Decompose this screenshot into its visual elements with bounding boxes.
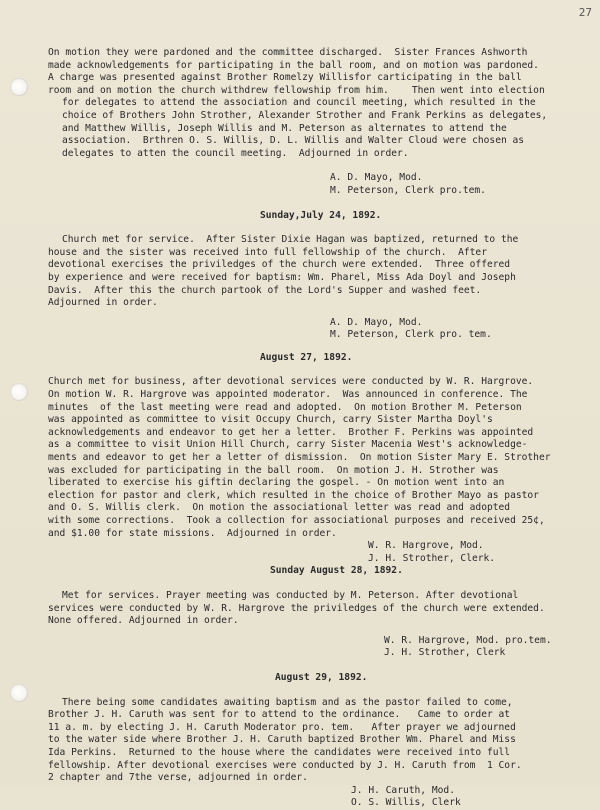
text-line: was excluded for participating in the ball room. On motion J. H. Strother was	[48, 464, 499, 476]
signature-moderator: A. D. Mayo, Mod.	[330, 316, 423, 328]
text-line: liberated to exercise his giftin declaring the gospel. - On motion went into an	[48, 477, 505, 489]
text-line: None offered. Adjourned in order.	[48, 615, 239, 627]
signature-clerk: M. Peterson, Clerk pro. tem.	[330, 329, 492, 341]
signature-clerk: O. S. Willis, Clerk	[351, 797, 461, 809]
text-line: devotional exercises the priviledges of the church were extended. Three offered	[48, 259, 511, 271]
text-line: association. Brthren O. S. Willis, D. L. Willis and Walter Cloud were chosen as	[62, 135, 525, 147]
text-line: Met for services. Prayer meeting was conducted by M. Peterson. After devotional	[62, 589, 519, 601]
text-line: made acknowledgements for participating in the ball room, and on motion was pardoned.	[48, 59, 539, 71]
binder-hole	[10, 383, 28, 401]
text-line: Adjourned in order.	[48, 297, 158, 309]
text-line: election for pastor and clerk, which resulted in the choice of Brother Mayo as pastor	[48, 489, 539, 501]
text-line: There being some candidates awaiting baptism and as the pastor failed to come,	[62, 696, 513, 708]
text-line: as a committee to visit Union Hill Church, carry Sister Macenia West's acknowledge-	[48, 439, 528, 451]
signature-clerk: J. H. Strother, Clerk.	[368, 552, 496, 564]
text-line: and $1.00 for state missions. Adjourned in order.	[48, 527, 337, 539]
text-line: A charge was presented against Brother Romelzy Willisfor carticipating in the ball	[48, 72, 522, 84]
text-line: delegates to atten the council meeting. Adjourned in order.	[62, 147, 409, 159]
minutes-text	[48, 47, 590, 810]
text-line: to the water side where Brother J. H. Caruth baptized Brother Wm. Pharel and Miss	[48, 734, 516, 746]
text-line: Davis. After this the church partook of the Lord's Supper and washed feet.	[48, 284, 482, 296]
signature-clerk: J. H. Strother, Clerk	[384, 647, 506, 659]
text-line: Ida Perkins. Returned to the house where the candidates were received into full	[48, 746, 511, 758]
text-line: 2 chapter and 7the verse, adjourned in order.	[48, 772, 308, 784]
text-line: house and the sister was received into full fellowship of the church. After	[48, 246, 487, 258]
page-number: 27	[578, 6, 592, 19]
signature-moderator: J. H. Caruth, Mod.	[351, 784, 455, 796]
text-line: On motion they were pardoned and the committee discharged. Sister Frances Ashworth	[48, 47, 528, 58]
signature-moderator: A. D. Mayo, Mod.	[330, 172, 423, 184]
meeting-date: August 29, 1892.	[275, 671, 368, 683]
meeting-date: Sunday,July 24, 1892.	[260, 209, 382, 221]
text-line: by experience and were received for baptism: Wm. Pharel, Miss Ada Doyl and Joseph	[48, 271, 516, 283]
text-line: Brother J. H. Caruth was sent for to attend to the ordinance. Came to order at	[48, 709, 511, 721]
binder-hole	[10, 684, 28, 702]
text-line: choice of Brothers John Strother, Alexander Strother and Frank Perkins as delegates,	[62, 109, 548, 121]
text-line: was appointed as committee to visit Occupy Church, carry Sister Martha Doyl's	[48, 414, 493, 426]
text-line: and Matthew Willis, Joseph Willis and M. Peterson as alternates to attend the	[62, 122, 507, 134]
meeting-date: August 27, 1892.	[260, 351, 353, 363]
signature-clerk: M. Peterson, Clerk pro.tem.	[330, 184, 486, 196]
signature-moderator: W. R. Hargrove, Mod. pro.tem.	[384, 634, 552, 646]
text-line: acknowledgements and endeavor to get her a letter. Brother F. Perkins was appointed	[48, 426, 534, 438]
text-line: Church met for service. After Sister Dixie Hagan was baptized, returned to the	[62, 234, 519, 246]
text-line: for delegates to attend the association and council meeting, which resulted in the	[62, 97, 536, 109]
text-line: fellowship. After devotional exercises were conducted by J. H. Caruth from 1 Cor.	[48, 759, 522, 771]
text-line: with some corrections. Took a collection for associational purposes and received 25¢,	[48, 515, 545, 526]
text-line: ments and edeavor to get her a letter of dismission. On motion Sister Mary E. Strother	[48, 452, 551, 464]
text-line: 11 a. m. by electing J. H. Caruth Moderator pro. tem. After prayer we adjourned	[48, 721, 516, 733]
text-line: and O. S. Willis clerk. On motion the associational letter was read and adopted	[48, 502, 511, 514]
text-line: On motion W. R. Hargrove was appointed moderator. Was announced in conference. The	[48, 389, 528, 401]
text-line: services were conducted by W. R. Hargrove the priviledges of the church were extended.	[48, 602, 545, 614]
text-line: minutes of the last meeting were read and adopted. On motion Brother M. Peterson	[48, 401, 522, 413]
text-line: room and on motion the church withdrew fellowship from him. Then went into election	[48, 84, 545, 96]
text-line: Church met for business, after devotional services were conducted by W. R. Hargrove.	[48, 376, 534, 388]
signature-moderator: W. R. Hargrove, Mod.	[368, 540, 484, 552]
meeting-date: Sunday August 28, 1892.	[270, 565, 403, 577]
binder-hole	[10, 78, 28, 96]
